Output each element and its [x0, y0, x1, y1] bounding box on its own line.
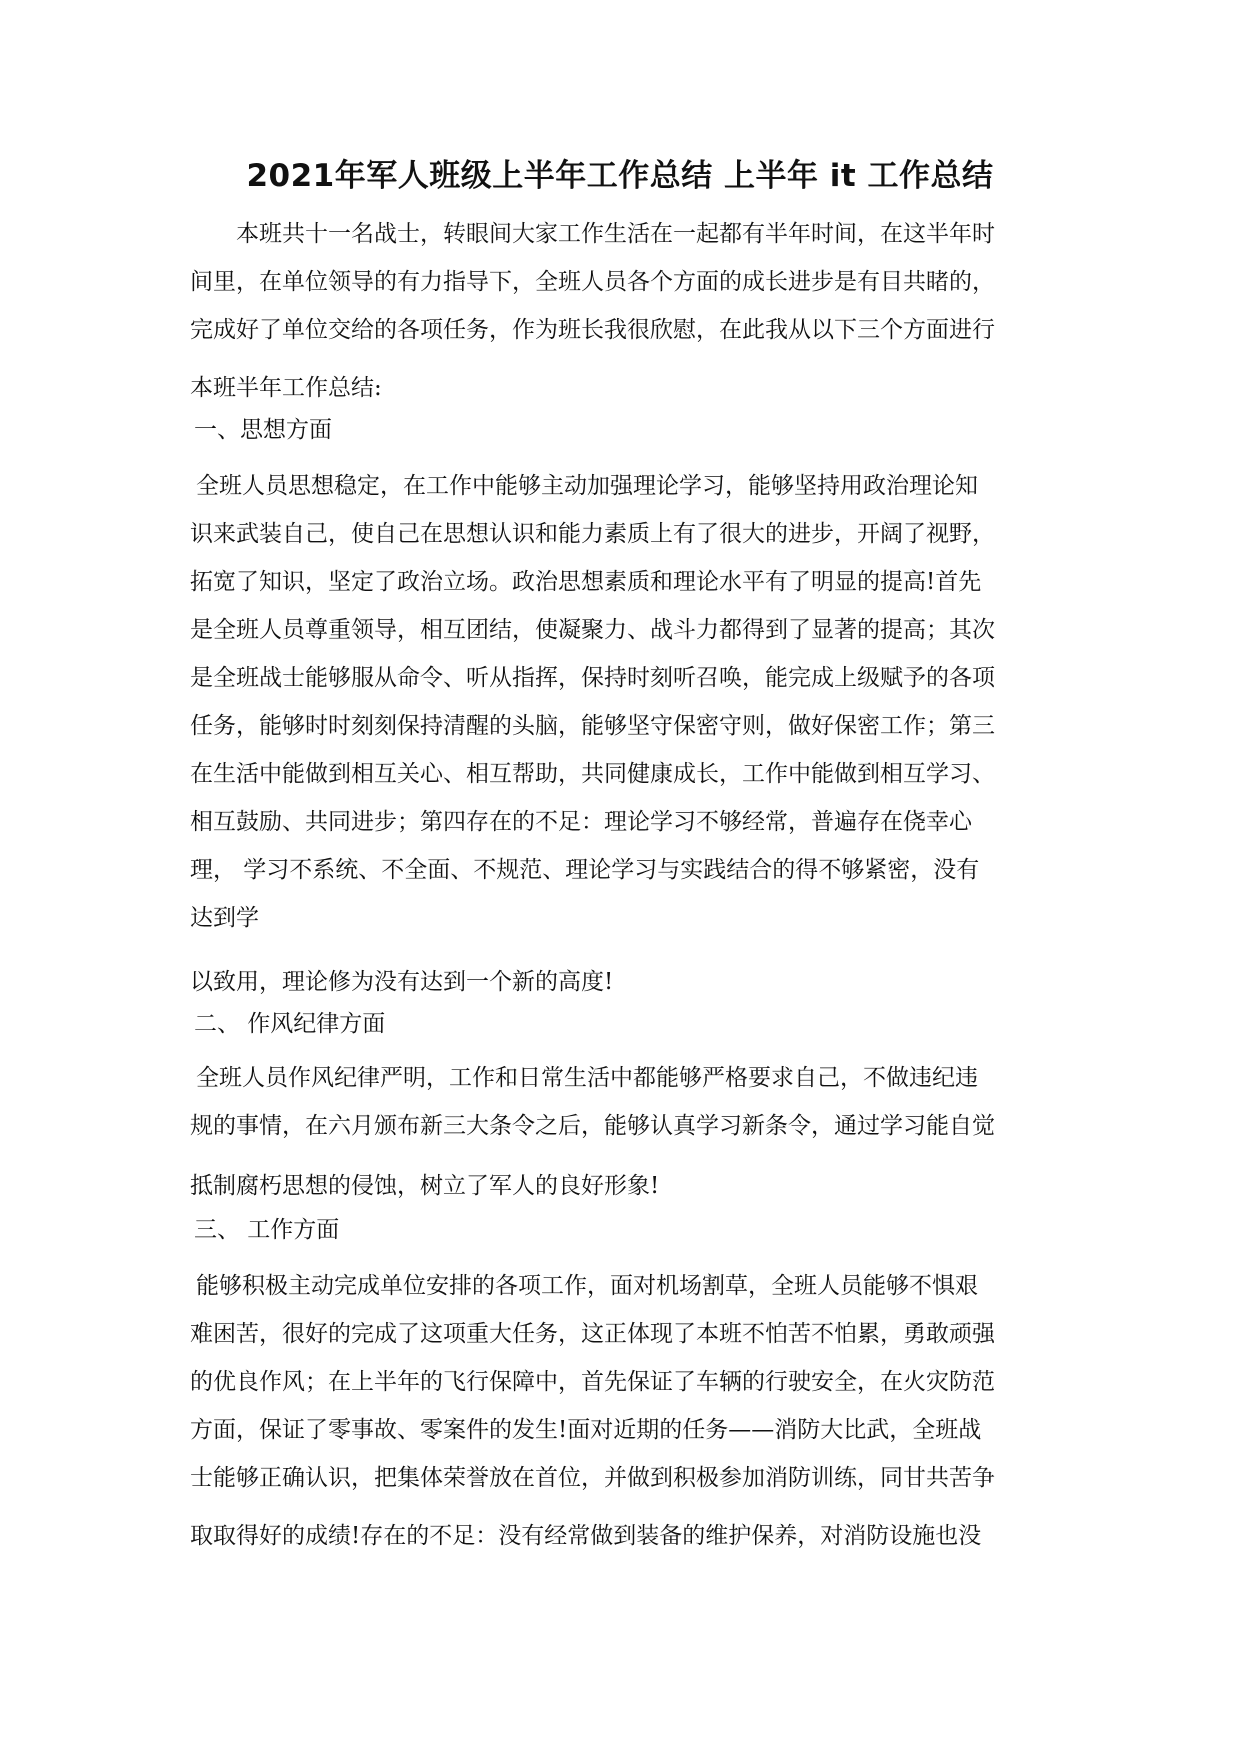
paragraph-line: 相互鼓励、共同进步；第四存在的不足：理论学习不够经常，普遍存在侥幸心 — [190, 809, 972, 835]
intro-line: 本班共十一名战士，转眼间大家工作生活在一起都有半年时间，在这半年时 — [236, 221, 995, 247]
paragraph-line: 任务，能够时时刻刻保持清醒的头脑，能够坚守保密守则，做好保密工作；第三 — [190, 713, 995, 739]
document-title: 2021年军人班级上半年工作总结 上半年 it 工作总结 — [246, 158, 994, 194]
paragraph-line: 规的事情，在六月颁布新三大条令之后，能够认真学习新条令，通过学习能自觉 — [190, 1113, 995, 1139]
paragraph-line: 方面，保证了零事故、零案件的发生!面对近期的任务——消防大比武，全班战 — [190, 1417, 982, 1443]
paragraph-line: 取取得好的成绩!存在的不足：没有经常做到装备的维护保养，对消防设施也没 — [190, 1523, 982, 1549]
paragraph-line: 全班人员作风纪律严明，工作和日常生活中都能够严格要求自己，不做违纪违 — [196, 1065, 978, 1091]
paragraph-line: 抵制腐朽思想的侵蚀，树立了军人的良好形象! — [190, 1173, 660, 1199]
intro-line: 本班半年工作总结: — [190, 375, 382, 401]
paragraph-line: 以致用，理论修为没有达到一个新的高度! — [190, 969, 614, 995]
paragraph-line: 全班人员思想稳定，在工作中能够主动加强理论学习，能够坚持用政治理论知 — [196, 473, 978, 499]
paragraph-line: 拓宽了知识，坚定了政治立场。政治思想素质和理论水平有了明显的提高!首先 — [190, 569, 982, 595]
paragraph-line: 识来武装自己，使自己在思想认识和能力素质上有了很大的进步，开阔了视野， — [190, 521, 995, 547]
paragraph-line: 是全班人员尊重领导，相互团结，使凝聚力、战斗力都得到了显著的提高；其次 — [190, 617, 995, 643]
paragraph-line: 是全班战士能够服从命令、听从指挥，保持时刻听召唤，能完成上级赋予的各项 — [190, 665, 995, 691]
intro-line: 间里，在单位领导的有力指导下，全班人员各个方面的成长进步是有目共睹的， — [190, 269, 995, 295]
section-heading: 一、思想方面 — [194, 417, 332, 443]
section-heading: 三、 工作方面 — [194, 1217, 340, 1243]
paragraph-line: 达到学 — [190, 905, 259, 931]
section-heading: 二、 作风纪律方面 — [194, 1011, 386, 1037]
paragraph-line: 士能够正确认识，把集体荣誉放在首位，并做到积极参加消防训练，同甘共苦争 — [190, 1465, 995, 1491]
paragraph-line: 难困苦，很好的完成了这项重大任务，这正体现了本班不怕苦不怕累，勇敢顽强 — [190, 1321, 995, 1347]
paragraph-line: 理， 学习不系统、不全面、不规范、理论学习与实践结合的得不够紧密，没有 — [190, 857, 980, 883]
paragraph-line: 在生活中能做到相互关心、相互帮助，共同健康成长，工作中能做到相互学习、 — [190, 761, 995, 787]
intro-line: 完成好了单位交给的各项任务，作为班长我很欣慰，在此我从以下三个方面进行 — [190, 317, 995, 343]
paragraph-line: 的优良作风；在上半年的飞行保障中，首先保证了车辆的行驶安全，在火灾防范 — [190, 1369, 995, 1395]
paragraph-line: 能够积极主动完成单位安排的各项工作，面对机场割草，全班人员能够不惧艰 — [196, 1273, 978, 1299]
